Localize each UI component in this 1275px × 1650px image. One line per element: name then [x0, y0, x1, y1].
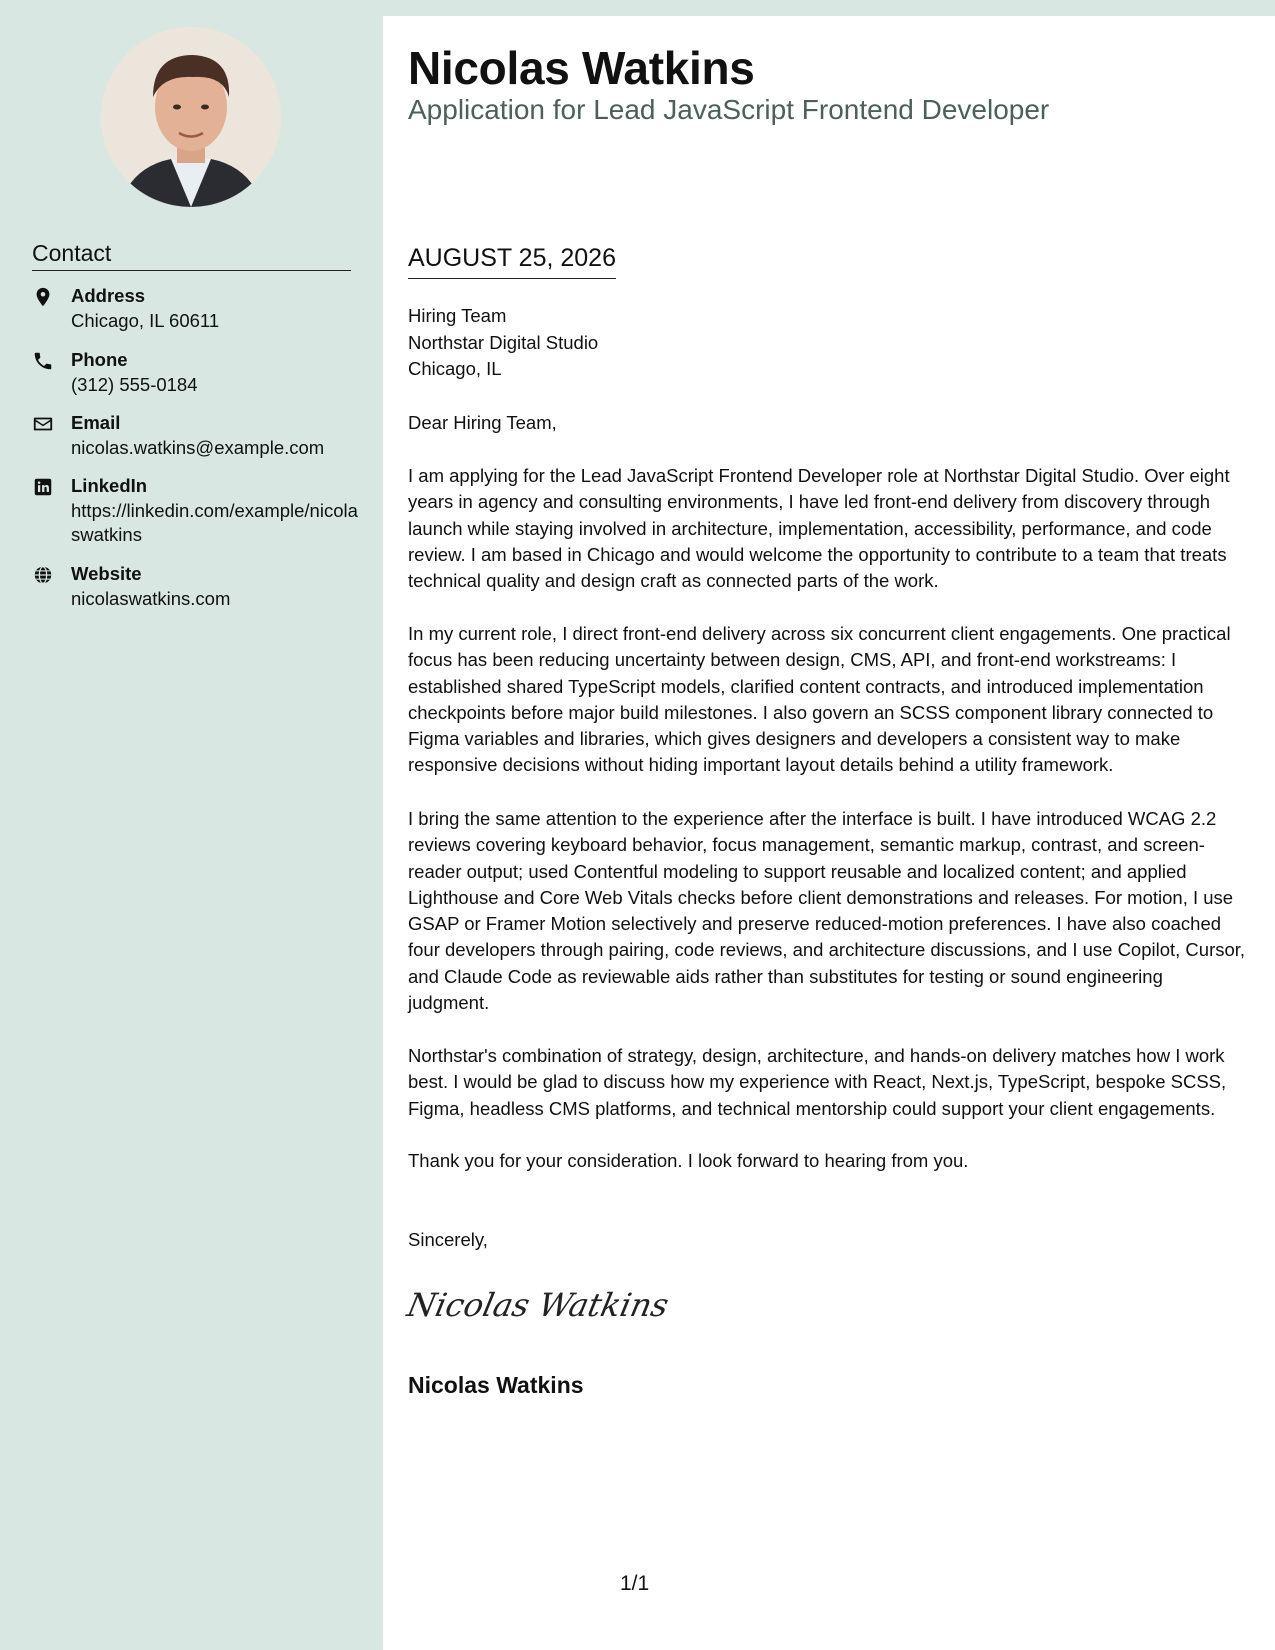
contact-label: Address — [71, 285, 146, 306]
recipient-line: Northstar Digital Studio — [408, 331, 599, 353]
envelope-icon — [32, 413, 56, 435]
contact-label: Email — [71, 412, 121, 433]
recipient-line: Hiring Team — [408, 305, 507, 326]
letter-paragraph: In my current role, I direct front-end delivery across six concurrent client engagements. One practical focus has been reducing uncertainty between design, CMS, API, and front-end workstreams: I established shared TypeScript models, clarified content contracts, and introduced implementation checkpoints before major build milestones. I also govern an SCSS component library connected to Figma variables and libraries, which gives designers and developers a consistent way to make responsive decisions without hiding important layout details behind a utility framework. — [408, 623, 1231, 776]
contact-value: Chicago, IL 60611 — [71, 310, 220, 331]
letter-paragraph: Northstar's combination of strategy, design, architecture, and hands-on delivery matches how I work best. I would be glad to discuss how my experience with React, Next.js, TypeScript, bespoke SCSS, Figma, headless CMS platforms, and technical mentorship could support your client engagements. — [408, 1045, 1227, 1119]
linkedin-icon — [32, 476, 56, 498]
contact-label: Phone — [71, 349, 128, 370]
contact-label: LinkedIn — [71, 475, 148, 496]
letter-paragraph: Thank you for your consideration. I look forward to hearing from you. — [408, 1150, 969, 1171]
recipient-address — [408, 303, 598, 383]
handwritten-signature: Nicolas Watkins — [403, 1286, 673, 1324]
closing: Sincerely, — [408, 1229, 488, 1250]
page-number: 1/1 — [620, 1572, 650, 1595]
contact-label: Website — [71, 563, 142, 584]
contact-value: (312) 555-0184 — [71, 374, 198, 395]
contact-linkedin-link[interactable]: https://linkedin.com/example/nicolaswatkins — [71, 500, 358, 545]
globe-icon — [32, 564, 56, 586]
signer-name: Nicolas Watkins — [408, 1372, 584, 1398]
application-subtitle: Application for Lead JavaScript Frontend Developer — [408, 94, 1050, 125]
contact-heading: Contact — [32, 240, 351, 271]
applicant-name: Nicolas Watkins — [408, 42, 755, 94]
recipient-line: Chicago, IL — [408, 358, 502, 379]
salutation: Dear Hiring Team, — [408, 412, 557, 433]
letter-paragraph: I bring the same attention to the experience after the interface is built. I have introduced WCAG 2.2 reviews covering keyboard behavior, focus management, semantic markup, contrast, and screen-reader output; used Contentful modeling to support reusable and localized content; and applied Lighthouse and Core Web Vitals checks before client demonstrations and releases. For motion, I use GSAP or Framer Motion selectively and preserve reduced-motion preferences. I have also coached four developers through pairing, code reviews, and architecture discussions, and I use Copilot, Cursor, and Claude Code as reviewable aids rather than substitutes for testing or sound engineering judgment. — [408, 808, 1246, 1014]
contact-website-link[interactable]: nicolaswatkins.com — [71, 588, 231, 609]
location-pin-icon — [32, 286, 56, 308]
phone-icon — [32, 350, 56, 372]
contact-email-link[interactable]: nicolas.watkins@example.com — [71, 437, 325, 458]
letter-paragraph: I am applying for the Lead JavaScript Frontend Developer role at Northstar Digital Studio. Over eight years in agency and consulting environments, I have led front-end delivery from discovery through launch while staying involved in architecture, implementation, accessibility, performance, and code review. I am based in Chicago and would welcome the opportunity to contribute to a team that treats technical quality and design craft as connected parts of the work. — [408, 465, 1230, 592]
letter-date: AUGUST 25, 2026 — [408, 244, 616, 279]
profile-photo — [101, 27, 281, 207]
